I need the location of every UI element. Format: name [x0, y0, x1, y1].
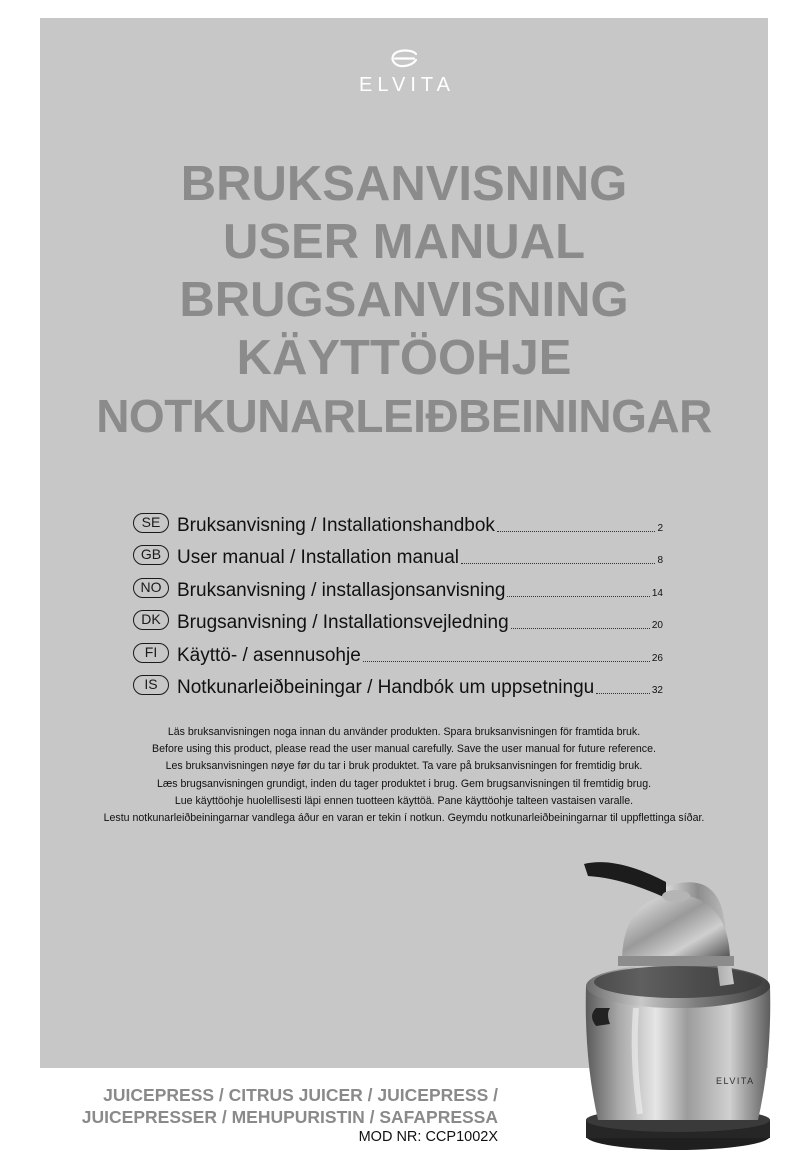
table-of-contents	[133, 505, 663, 700]
toc-leader-dots	[511, 628, 650, 629]
toc-leader-dots	[596, 693, 650, 694]
language-badge: DK	[133, 610, 169, 630]
note-finnish: Lue käyttöohje huolellisesti läpi ennen tuotteen käyttöä. Pane käyttöohje talteen vastaisen varalle.	[174, 794, 634, 807]
title-icelandic: NOTKUNARLEIÐBEININGAR	[96, 390, 712, 442]
device-brand-label: ELVITA	[716, 1076, 755, 1086]
toc-entry-title: Käyttö- / asennusohje	[177, 644, 361, 666]
toc-entry-title: User manual / Installation manual	[177, 547, 459, 568]
toc-page-number: 26	[651, 652, 663, 664]
toc-row-gb[interactable]	[133, 538, 663, 571]
language-badge: NO	[133, 578, 169, 598]
toc-page-number: 20	[651, 620, 663, 631]
toc-leader-dots	[497, 531, 656, 532]
note-english: Before using this product, please read the user manual carefully. Save the user manual for future reference.	[152, 743, 656, 756]
brand-block	[0, 48, 808, 97]
toc-row-is[interactable]	[133, 668, 663, 701]
title-english: USER MANUAL	[222, 215, 586, 269]
language-badge: GB	[133, 545, 169, 565]
language-badge: FI	[133, 643, 169, 663]
product-names-line-2: JUICEPRESSER / MEHUPURISTIN / SAFAPRESSA	[81, 1107, 498, 1127]
citrus-juicer-image	[566, 858, 796, 1154]
title-finnish: KÄYTTÖOHJE	[236, 331, 572, 385]
title-swedish: BRUKSANVISNING	[180, 157, 628, 211]
toc-entry-title: Notkunarleiðbeiningar / Handbók um uppsetningu	[177, 677, 595, 698]
toc-entry-title: Bruksanvisning / Installationshandbok	[177, 514, 495, 536]
toc-row-fi[interactable]	[133, 635, 663, 668]
note-danish: Læs brugsanvisningen grundigt, inden du tager produktet i brug. Gem brugsanvisningen til fremtidig brug.	[156, 777, 652, 790]
safety-notes	[0, 724, 808, 827]
manual-titles	[0, 155, 808, 445]
brand-name: ELVITA	[359, 74, 455, 96]
toc-leader-dots	[507, 596, 649, 597]
note-swedish: Läs bruksanvisningen noga innan du använder produkten. Spara bruksanvisningen för framtida bruk.	[167, 726, 641, 738]
toc-entry-title: Bruksanvisning / installasjonsanvisning	[177, 579, 506, 601]
model-number: MOD NR: CCP1002X	[358, 1129, 498, 1145]
toc-entry-title: Brugsanvisning / Installationsvejledning	[177, 612, 509, 633]
toc-page-number: 8	[657, 555, 663, 566]
product-names-line-1: JUICEPRESS / CITRUS JUICER / JUICEPRESS /	[103, 1085, 498, 1105]
language-badge: IS	[133, 675, 169, 695]
toc-leader-dots	[461, 563, 655, 564]
language-badge: SE	[133, 513, 169, 533]
note-norwegian: Les bruksanvisningen nøye før du tar i bruk produktet. Ta vare på bruksanvisningen for fremtidig bruk.	[165, 760, 643, 773]
elvita-logo-icon	[387, 48, 421, 70]
note-icelandic: Lestu notkunarleiðbeiningarnar vandlega áður en varan er tekin í notkun. Geymdu notkunarleiðbeiningarnar til uppflettinga síðar.	[103, 812, 705, 825]
toc-leader-dots	[363, 661, 650, 662]
product-names	[40, 1084, 498, 1146]
toc-page-number: 2	[657, 522, 663, 534]
toc-row-dk[interactable]	[133, 603, 663, 636]
toc-row-se[interactable]	[133, 505, 663, 538]
toc-page-number: 32	[651, 685, 663, 696]
toc-row-no[interactable]	[133, 570, 663, 603]
toc-page-number: 14	[651, 587, 663, 599]
title-danish: BRUGSANVISNING	[179, 273, 629, 327]
